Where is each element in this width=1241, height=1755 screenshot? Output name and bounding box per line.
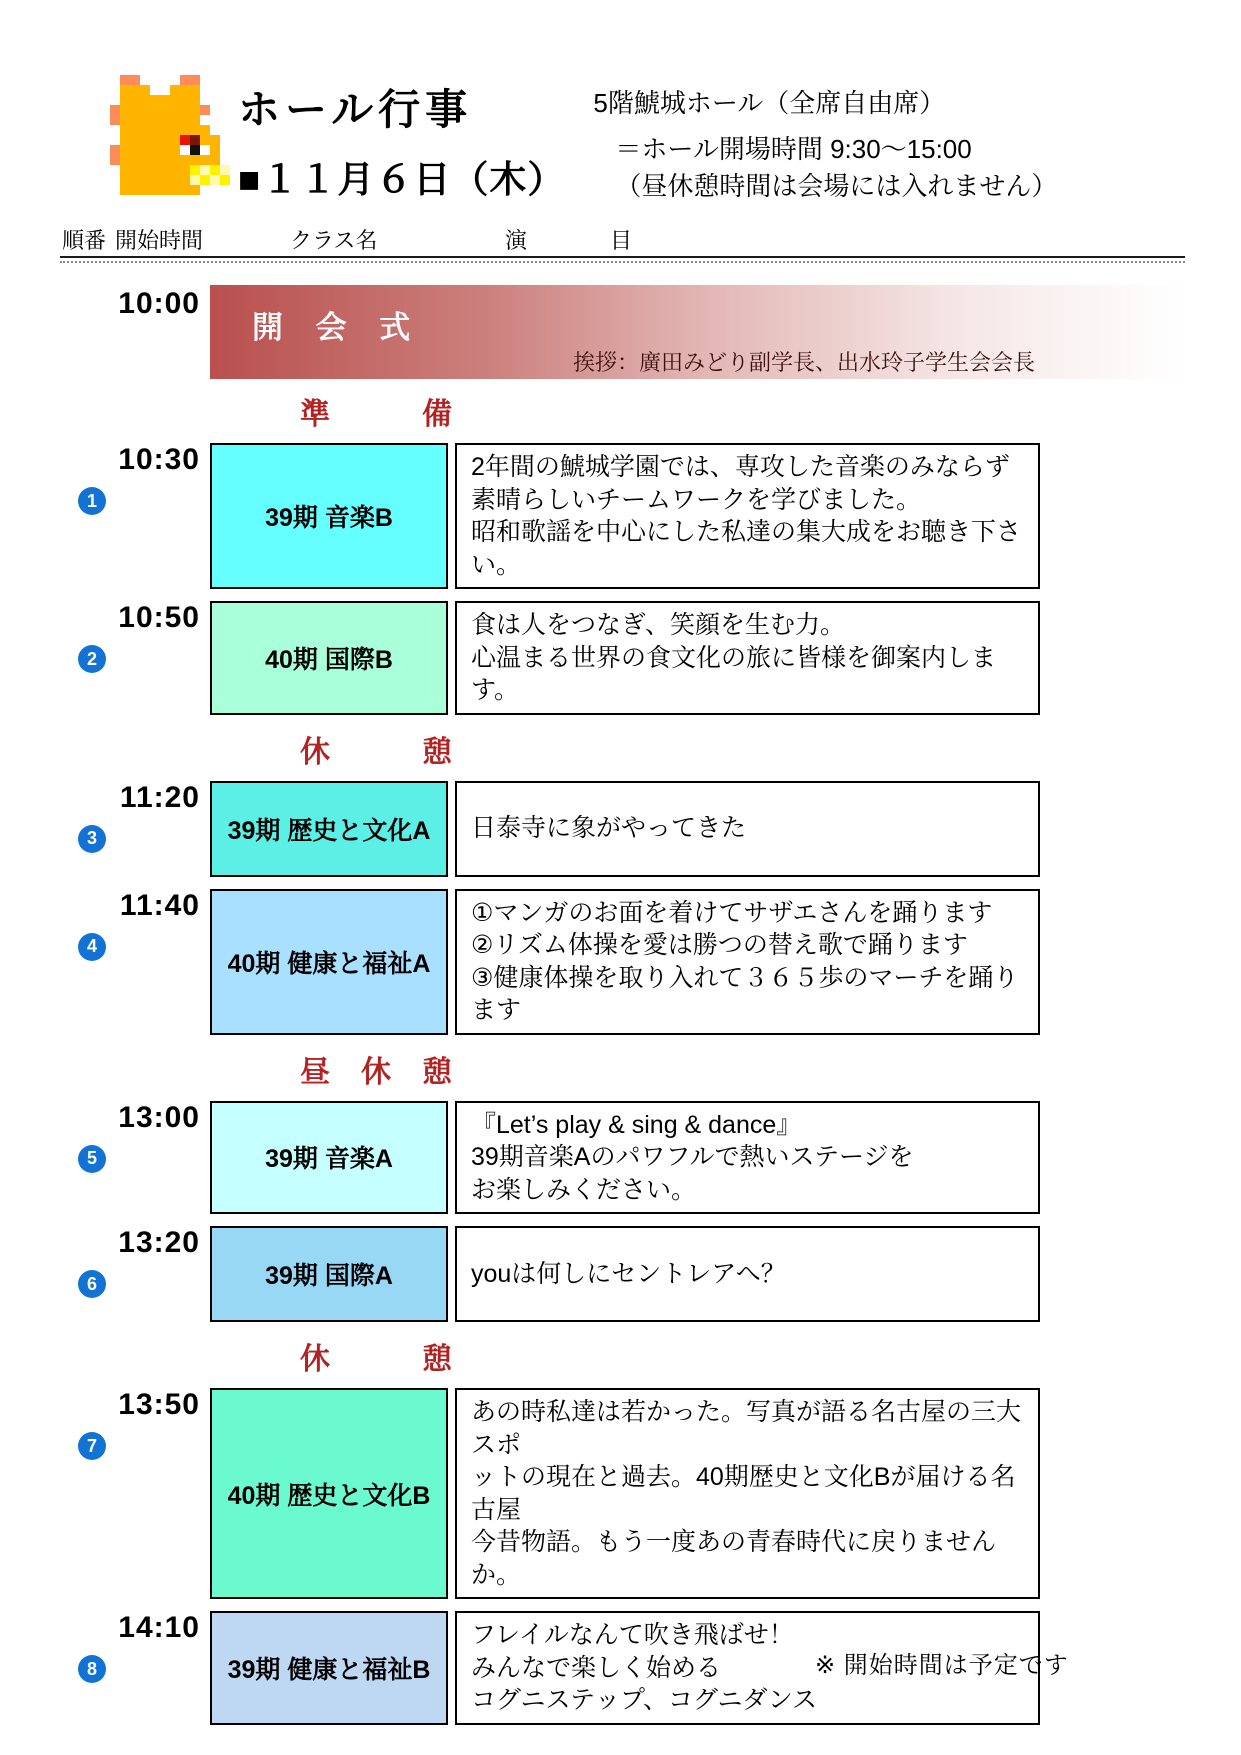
title-block [238,75,565,203]
event-time-cell [60,1611,210,1725]
order-number-badge: 1 [78,487,106,515]
event-start-time: 11:20 [119,780,200,814]
event-start-time: 13:50 [118,1388,200,1422]
break-label-char: 憩 [422,1055,452,1089]
event-date: ■１１月６日（木） [238,159,566,200]
program-description-line: 日泰寺に象がやってきた [471,814,747,843]
event-row-7 [60,1388,1185,1599]
break-label-char: 憩 [422,735,452,769]
order-number-badge: 7 [78,1432,106,1460]
program-description-line: 今昔物語。もう一度あの青春時代に戻りませんか。 [471,1528,997,1589]
program-description-box [455,601,1040,715]
program-description-line: 食は人をつなぎ、笑顔を生む力。 [471,611,846,640]
event-start-time: 10:50 [118,601,200,635]
col-order: 順番 [62,228,107,254]
break-label-char: 休 [300,1343,330,1377]
hall-open-time: ＝ホール開場時間 9:30～15:00 [615,133,972,164]
break-label-char: 休 [300,735,330,769]
break-label-char: 憩 [422,1343,452,1377]
order-number-badge: 2 [78,645,106,673]
opening-title: 開 会 式 [252,310,423,346]
program-description-line: 心温まる世界の食文化の旅に皆様を御案内します。 [471,643,997,705]
opening-greeting: 挨拶：廣田みどり副学長、出水玲子学生会会長 [572,350,1035,376]
class-name-box: 39期 歴史と文化A [210,781,448,877]
event-start-time: 14:10 [118,1611,200,1645]
program-description-line: 昭和歌謡を中心にした私達の集大成をお聴き下さい。 [471,518,1022,579]
page-title: ホール行事 [238,86,473,133]
program-description-box [455,443,1040,589]
program-description-box [455,1101,1040,1215]
order-number-badge: 5 [78,1145,106,1173]
class-name-box: 39期 国際A [210,1226,448,1322]
section-break-label [300,389,452,433]
event-time-cell [60,443,210,589]
program-description-box [455,889,1040,1035]
col-class-name: クラス名 [290,228,378,254]
order-number-badge: 4 [78,933,106,961]
event-row-2 [60,601,1185,715]
program-description-line: フレイルなんて吹き飛ばせ！ [471,1621,794,1650]
event-time-cell [60,1226,210,1322]
order-number-badge: 6 [78,1270,106,1298]
footer-note: ※ 開始時間は予定です [815,1652,1069,1679]
lunch-break-note: （昼休憩時間は会場には入れません） [615,171,1058,202]
program-description-line: あの時私達は若かった。写真が語る名古屋の三大スポ [471,1398,1022,1459]
order-number-badge: 3 [78,825,106,853]
opening-ceremony-row [60,285,1185,379]
order-number-badge: 8 [78,1655,106,1683]
break-label-char: 備 [422,398,452,432]
program-description-line: お楽しみください。 [471,1175,697,1204]
event-row-6 [60,1226,1185,1322]
event-start-time: 10:30 [118,443,200,477]
class-name-box: 40期 国際B [210,601,448,715]
program-description-line: みんなで楽しく始める [471,1653,722,1682]
event-row-3 [60,781,1185,877]
program-description-line: youは何しにセントレアへ？ [471,1259,786,1288]
program-description-line: コグニステップ、コグニダンス [471,1686,818,1715]
schedule-list [60,389,1185,1725]
section-break-label [300,1334,452,1378]
program-description-line: ットの現在と過去。40期歴史と文化Bが届ける名古屋 [471,1463,1016,1524]
program-description-line: 素晴らしいチームワークを学びました。 [471,485,922,514]
event-time-cell [60,1388,210,1599]
event-row-5 [60,1101,1185,1215]
opening-banner [210,285,1185,379]
break-label-char: 休 [361,1055,391,1089]
program-description-line: ②リズム体操を愛は勝つの替え歌で踊ります [471,931,968,960]
event-row-4 [60,889,1185,1035]
table-column-header [60,224,1185,252]
event-row-1 [60,443,1185,589]
class-name-box: 39期 健康と福祉B [210,1611,448,1725]
col-start-time: 開始時間 [115,228,204,254]
program-description-box [455,1226,1040,1322]
venue-block [593,75,1057,206]
program-description-line: 『Let’s play & sing & dance』 [471,1110,802,1139]
event-time-cell [60,889,210,1035]
venue-name: 5階鯱城ホール（全席自由席） [593,88,946,118]
program-description-line: 39期音楽Aのパワフルで熱いステージを [471,1143,914,1172]
col-program-1: 演 [505,228,528,254]
header-rule [60,256,1185,263]
col-program-2: 目 [610,228,633,254]
class-name-box: 40期 健康と福祉A [210,889,448,1035]
program-description-box [455,781,1040,877]
class-name-box: 39期 音楽B [210,443,448,589]
event-time-cell [60,781,210,877]
break-label-char: 昼 [300,1055,330,1089]
program-description-line: ①マンガのお面を着けてサザエさんを踊ります [471,898,993,927]
class-name-box: 40期 歴史と文化B [210,1388,448,1599]
event-start-time: 11:40 [119,888,200,922]
event-start-time: 13:20 [118,1226,200,1260]
section-break-label [300,1047,452,1091]
program-description-line: 2年間の鯱城学園では、専攻した音楽のみならず [471,453,1010,482]
event-start-time: 13:00 [118,1100,200,1134]
section-break-label [300,727,452,771]
event-time-cell [60,601,210,715]
shachihoko-mascot-icon [100,75,230,195]
page-header [60,75,1185,206]
program-description-line: ③健康体操を取り入れて３６５歩のマーチを踊ります [471,963,1019,1025]
break-label-char: 準 [300,398,330,432]
class-name-box: 39期 音楽A [210,1101,448,1215]
event-time-cell [60,1101,210,1215]
program-description-box [455,1388,1040,1599]
opening-time: 10:00 [118,287,200,321]
